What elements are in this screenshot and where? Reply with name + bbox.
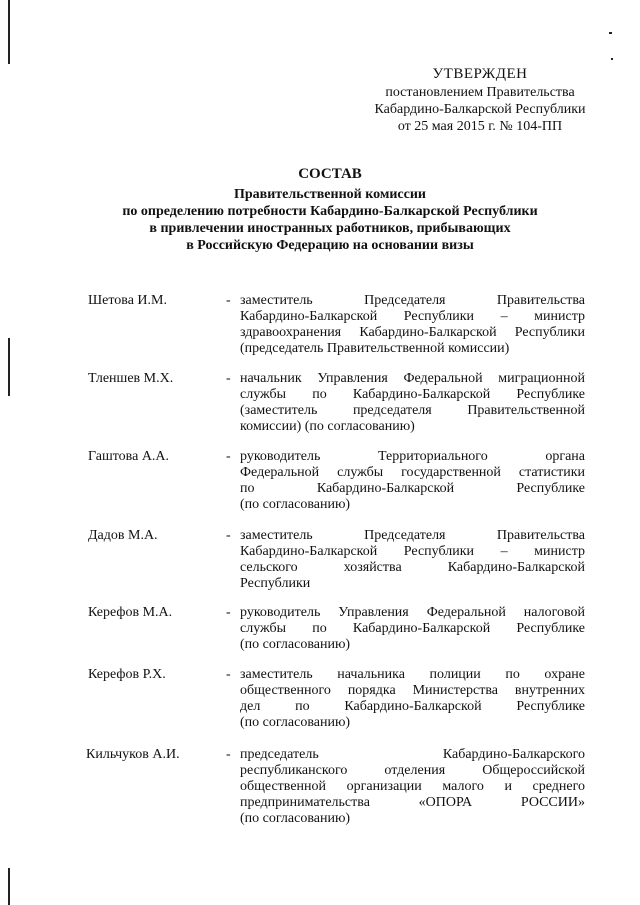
scan-speck-2 xyxy=(611,58,613,60)
member-dash: - xyxy=(226,371,231,386)
title-main: СОСТАВ xyxy=(298,166,362,182)
position-line: руководитель Территориального органа xyxy=(240,449,585,464)
member-dash: - xyxy=(226,528,231,543)
scan-speck-1 xyxy=(609,32,612,34)
position-line: руководитель Управления Федеральной налоговой xyxy=(240,605,585,620)
member-position xyxy=(240,528,585,592)
member-dash: - xyxy=(226,293,231,308)
member-position xyxy=(240,605,585,653)
member-position xyxy=(240,293,585,357)
position-line: республиканского отделения Общероссийской xyxy=(240,763,585,778)
position-line: дел по Кабардино-Балкарской Республике xyxy=(240,699,585,714)
position-line: общественного порядка Министерства внутренних xyxy=(240,683,585,698)
title-line-2: по определению потребности Кабардино-Балкарской Республики xyxy=(122,204,538,219)
position-line: Республики xyxy=(240,576,311,591)
member-name: Тленшев М.Х. xyxy=(88,371,174,386)
approval-line-3: от 25 мая 2015 г. № 104-ПП xyxy=(397,119,563,134)
position-line: Федеральной службы государственной статистики xyxy=(240,465,585,480)
scan-edge-mark-top xyxy=(8,0,10,64)
member-dash: - xyxy=(226,605,231,620)
title-line-1: Правительственной комиссии xyxy=(234,187,426,202)
position-line: председатель Кабардино-Балкарского xyxy=(240,747,585,762)
document-title xyxy=(60,166,600,254)
position-line: начальник Управления Федеральной миграционной xyxy=(240,371,585,386)
position-line: (по согласованию) xyxy=(240,497,351,512)
member-dash: - xyxy=(226,667,231,682)
scan-edge-mark-middle xyxy=(8,338,10,396)
position-line: комиссии) (по согласованию) xyxy=(240,419,415,434)
position-line: службы по Кабардино-Балкарской Республике xyxy=(240,621,585,636)
member-position xyxy=(240,667,585,731)
position-line: (заместитель председателя Правительственной xyxy=(240,403,585,418)
scan-edge-mark-bottom xyxy=(8,868,10,905)
position-line: заместитель Председателя Правительства xyxy=(240,528,585,543)
position-line: сельского хозяйства Кабардино-Балкарской xyxy=(240,560,585,575)
approval-heading: УТВЕРЖДЕН xyxy=(432,66,528,82)
member-dash: - xyxy=(226,449,231,464)
title-line-3: в привлечении иностранных работников, прибывающих xyxy=(149,221,511,236)
position-line: общественной организации малого и среднего xyxy=(240,779,585,794)
position-line: Кабардино-Балкарской Республики – министр xyxy=(240,544,585,559)
position-line: (по согласованию) xyxy=(240,637,351,652)
member-name: Гаштова А.А. xyxy=(88,449,170,464)
approval-line-2: Кабардино-Балкарской Республики xyxy=(374,102,586,117)
position-line: (председатель Правительственной комиссии) xyxy=(240,341,510,356)
member-name: Кильчуков А.И. xyxy=(86,747,180,762)
member-name: Дадов М.А. xyxy=(88,528,158,543)
member-name: Шетова И.М. xyxy=(88,293,167,308)
position-line: предпринимательства «ОПОРА РОССИИ» xyxy=(240,795,585,810)
member-position xyxy=(240,371,585,435)
position-line: заместитель Председателя Правительства xyxy=(240,293,585,308)
member-dash: - xyxy=(226,747,231,762)
member-name: Керефов М.А. xyxy=(88,605,173,620)
position-line: заместитель начальника полиции по охране xyxy=(240,667,585,682)
member-name: Керефов Р.Х. xyxy=(88,667,166,682)
member-position xyxy=(240,747,585,827)
position-line: по Кабардино-Балкарской Республике xyxy=(240,481,585,496)
title-line-4: в Российскую Федерацию на основании визы xyxy=(186,238,474,253)
position-line: (по согласованию) xyxy=(240,811,351,826)
position-line: (по согласованию) xyxy=(240,715,351,730)
position-line: здравоохранения Кабардино-Балкарской Республики xyxy=(240,325,585,340)
approval-stamp-block xyxy=(360,66,600,135)
position-line: службы по Кабардино-Балкарской Республике xyxy=(240,387,585,402)
member-position xyxy=(240,449,585,513)
position-line: Кабардино-Балкарской Республики – министр xyxy=(240,309,585,324)
approval-line-1: постановлением Правительства xyxy=(385,85,575,100)
